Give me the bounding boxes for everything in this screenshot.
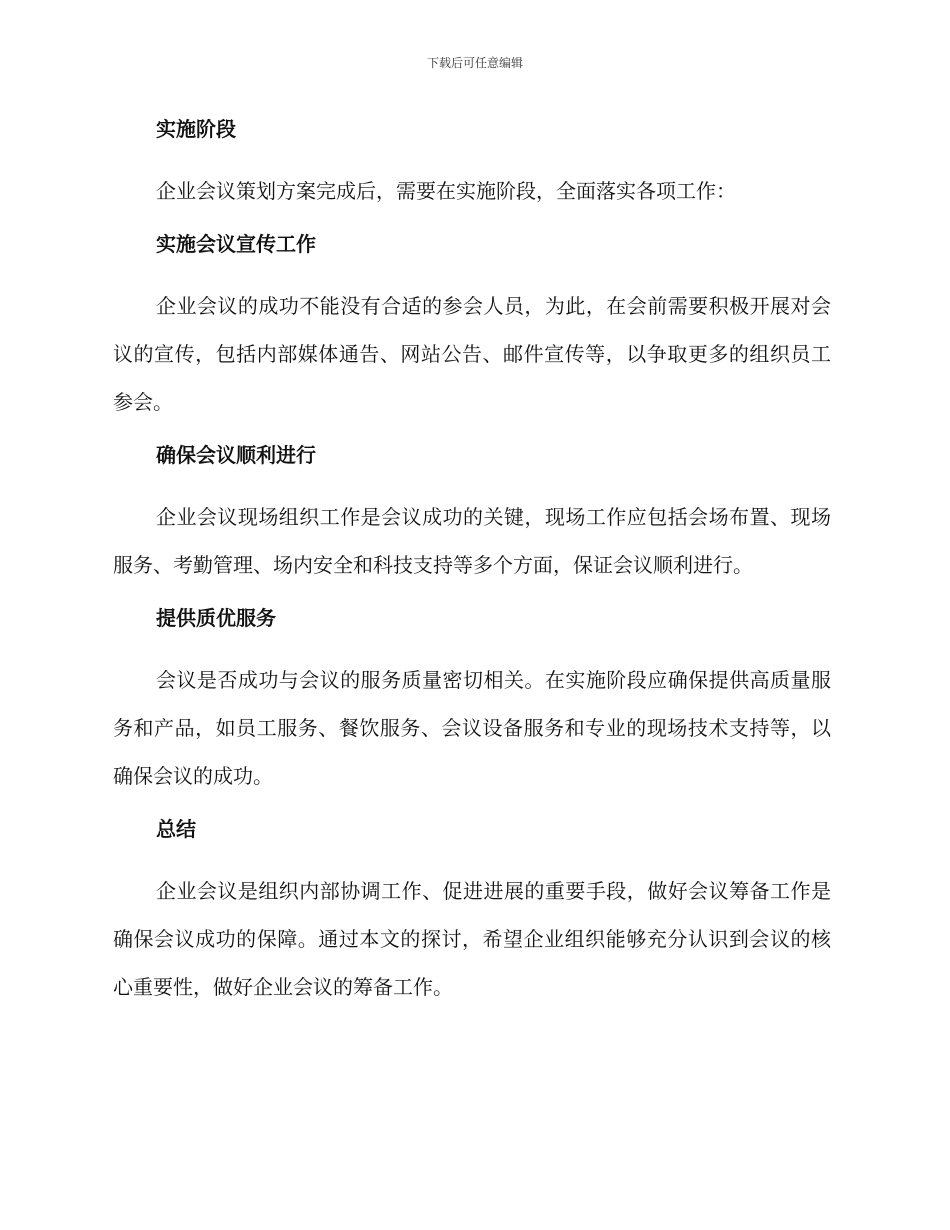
section-heading-implementation: 实施阶段	[156, 117, 236, 141]
page-header: 下载后可任意编辑	[426, 56, 523, 70]
section-paragraph-summary: 企业会议是组织内部协调工作、促进进展的重要手段，做好会议筹备工作是确保会议成功的保障。通过本文的探讨，希望企业组织能够充分认识到会议的核心重要性，做好企业会议的筹备工作。	[113, 879, 831, 999]
section-paragraph-implementation: 企业会议策划方案完成后，需要在实施阶段，全面落实各项工作：	[156, 179, 736, 203]
section-heading-summary: 总结	[156, 817, 196, 841]
section-paragraph-quality-service: 会议是否成功与会议的服务质量密切相关。在实施阶段应确保提供高质量服务和产品，如员工服务、餐饮服务、会议设备服务和专业的现场技术支持等，以确保会议的成功。	[113, 668, 831, 788]
section-heading-smooth-running: 确保会议顺利进行	[156, 443, 316, 467]
document-body	[113, 110, 831, 1021]
section-paragraph-promotion: 企业会议的成功不能没有合适的参会人员，为此，在会前需要积极开展对会议的宣传，包括内部媒体通告、网站公告、邮件宣传等，以争取更多的组织员工参会。	[113, 294, 831, 414]
section-heading-quality-service: 提供质优服务	[156, 606, 276, 630]
section-heading-promotion: 实施会议宣传工作	[156, 232, 316, 256]
section-paragraph-smooth-running: 企业会议现场组织工作是会议成功的关键，现场工作应包括会场布置、现场服务、考勤管理、场内安全和科技支持等多个方面，保证会议顺利进行。	[113, 505, 831, 577]
